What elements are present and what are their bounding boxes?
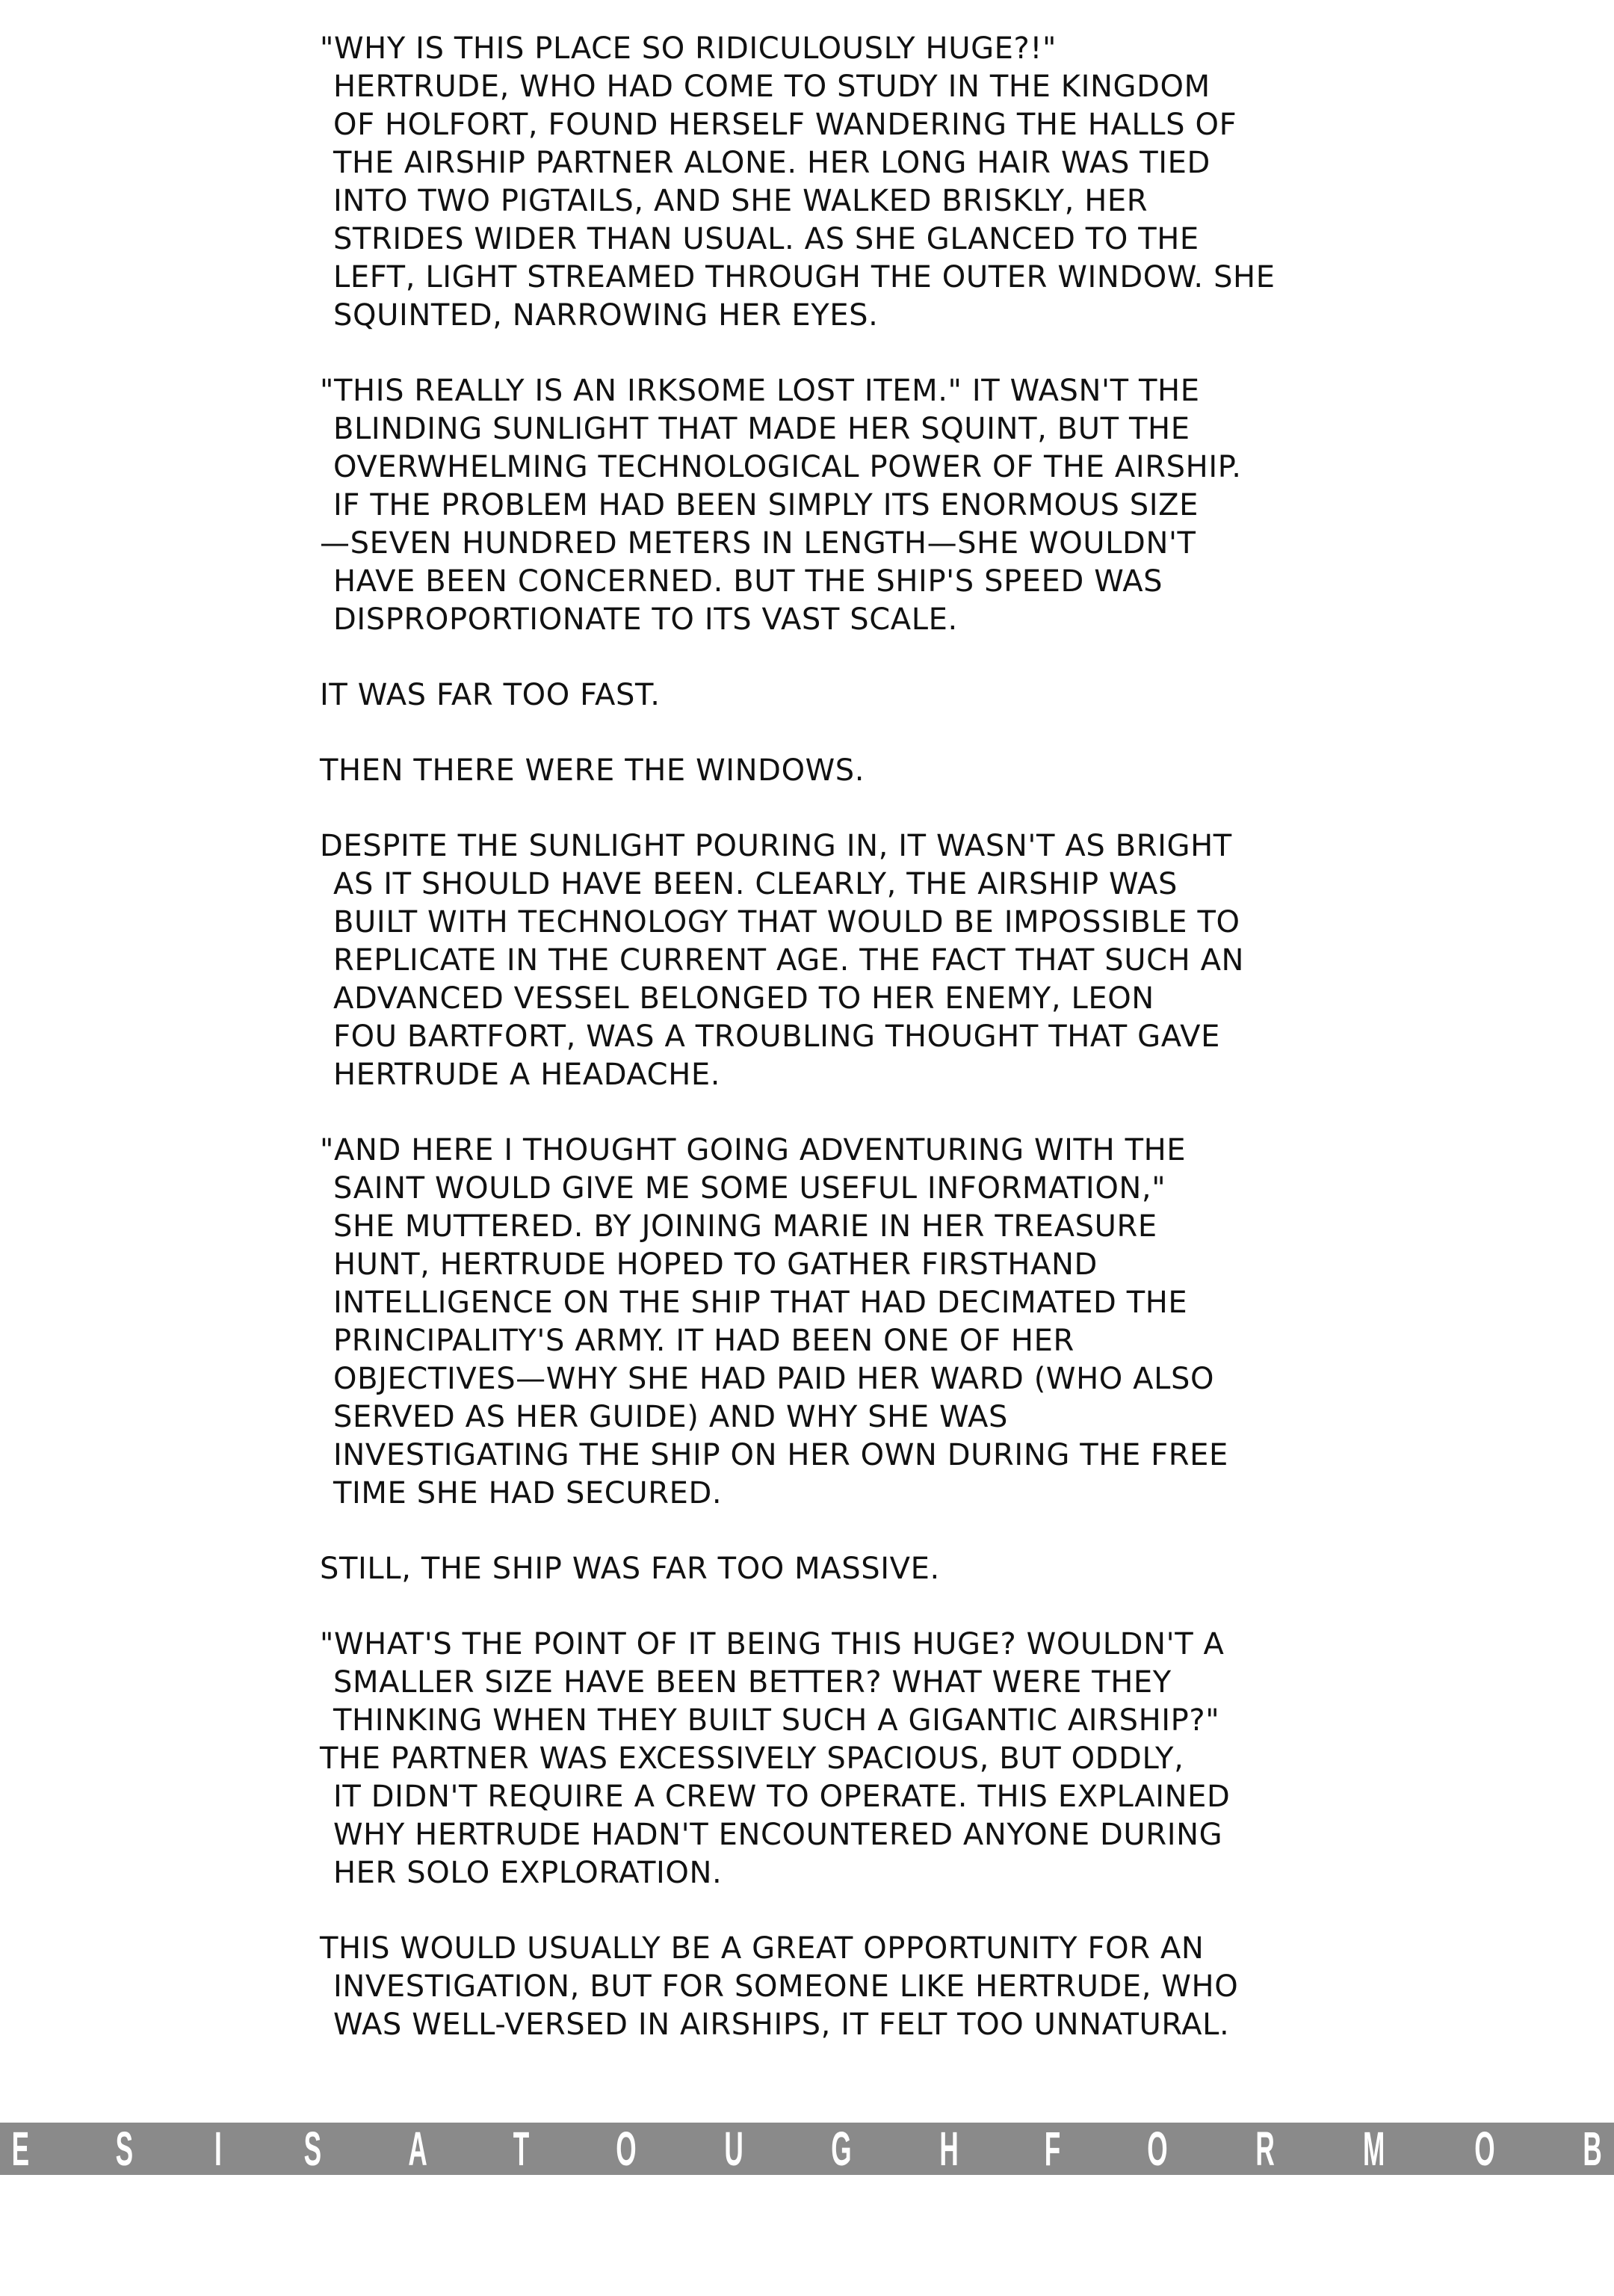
text-line: "WHAT'S THE POINT OF IT BEING THIS HUGE? WOULDN'T A <box>320 1627 1225 1661</box>
paragraph <box>320 1132 1314 1513</box>
footer-letter: E <box>11 2123 30 2175</box>
paragraph <box>320 676 1314 715</box>
text-line: DESPITE THE SUNLIGHT POURING IN, IT WASN'T AS BRIGHT <box>320 829 1232 863</box>
text-line: OF HOLFORT, FOUND HERSELF WANDERING THE HALLS OF <box>333 108 1237 142</box>
footer-letter: U <box>724 2123 743 2175</box>
text-line: OVERWHELMING TECHNOLOGICAL POWER OF THE AIRSHIP. <box>333 450 1242 484</box>
text-line: THIS WOULD USUALLY BE A GREAT OPPORTUNITY FOR AN <box>320 1931 1205 1966</box>
text-line: HERTRUDE, WHO HAD COME TO STUDY IN THE KINGDOM <box>333 70 1210 104</box>
footer-letter: F <box>1045 2123 1061 2175</box>
text-line: HAVE BEEN CONCERNED. BUT THE SHIP'S SPEED WAS <box>333 564 1163 599</box>
text-line: THINKING WHEN THEY BUILT SUCH A GIGANTIC AIRSHIP?" <box>333 1703 1220 1738</box>
footer-letter: O <box>616 2123 637 2175</box>
text-line: DISPROPORTIONATE TO ITS VAST SCALE. <box>333 602 958 637</box>
text-line: THEN THERE WERE THE WINDOWS. <box>320 753 865 788</box>
text-line: INVESTIGATION, BUT FOR SOMEONE LIKE HERTRUDE, WHO <box>333 1969 1239 2004</box>
footer-letter: A <box>408 2123 427 2175</box>
text-line: SQUINTED, NARROWING HER EYES. <box>333 298 879 333</box>
paragraph <box>320 372 1314 639</box>
text-line: INTO TWO PIGTAILS, AND SHE WALKED BRISKLY, HER <box>333 184 1148 218</box>
text-line: SMALLER SIZE HAVE BEEN BETTER? WHAT WERE THEY <box>333 1665 1172 1700</box>
text-line: TIME SHE HAD SECURED. <box>333 1476 723 1510</box>
paragraph <box>320 30 1314 335</box>
text-line: INVESTIGATING THE SHIP ON HER OWN DURING THE FREE <box>333 1438 1228 1472</box>
paragraph <box>320 752 1314 790</box>
text-line: "WHY IS THIS PLACE SO RIDICULOUSLY HUGE?!" <box>320 31 1057 66</box>
footer-letter: H <box>939 2123 959 2175</box>
text-line: LEFT, LIGHT STREAMED THROUGH THE OUTER WINDOW. SHE <box>333 260 1276 294</box>
footer-letter: I <box>214 2123 223 2175</box>
paragraph <box>320 1930 1314 2044</box>
text-line: PRINCIPALITY'S ARMY. IT HAD BEEN ONE OF HER <box>333 1324 1075 1358</box>
text-line: SAINT WOULD GIVE ME SOME USEFUL INFORMATION," <box>333 1171 1166 1206</box>
text-line: HER SOLO EXPLORATION. <box>333 1856 723 1890</box>
text-line: REPLICATE IN THE CURRENT AGE. THE FACT THAT SUCH AN <box>333 943 1245 978</box>
footer-letter: O <box>1147 2123 1169 2175</box>
footer-letter: O <box>1474 2123 1495 2175</box>
text-line: IF THE PROBLEM HAD BEEN SIMPLY ITS ENORMOUS SIZE <box>333 488 1199 522</box>
text-line: HERTRUDE A HEADACHE. <box>333 1058 721 1092</box>
footer-letter: S <box>115 2123 133 2175</box>
paragraph <box>320 827 1314 1094</box>
footer-letter: S <box>303 2123 322 2175</box>
text-line: STRIDES WIDER THAN USUAL. AS SHE GLANCED TO THE <box>333 222 1199 256</box>
footer-letter: T <box>513 2123 530 2175</box>
footer-letter: G <box>831 2123 852 2175</box>
text-line: AS IT SHOULD HAVE BEEN. CLEARLY, THE AIRSHIP WAS <box>333 867 1178 901</box>
footer-letter: R <box>1255 2123 1276 2175</box>
footer-letter: B <box>1582 2123 1602 2175</box>
body-text <box>320 30 1314 2081</box>
text-line: "AND HERE I THOUGHT GOING ADVENTURING WITH THE <box>320 1133 1187 1167</box>
text-line: —SEVEN HUNDRED METERS IN LENGTH—SHE WOULDN'T <box>320 526 1196 561</box>
text-line: IT WAS FAR TOO FAST. <box>320 678 661 712</box>
text-line: SERVED AS HER GUIDE) AND WHY SHE WAS <box>333 1400 1008 1434</box>
text-line: WHY HERTRUDE HADN'T ENCOUNTERED ANYONE DURING <box>333 1818 1223 1852</box>
text-line: OBJECTIVES—WHY SHE HAD PAID HER WARD (WHO ALSO <box>333 1362 1215 1396</box>
text-line: IT DIDN'T REQUIRE A CREW TO OPERATE. THIS EXPLAINED <box>333 1780 1231 1814</box>
footer-letter: M <box>1363 2123 1385 2175</box>
text-line: STILL, THE SHIP WAS FAR TOO MASSIVE. <box>320 1552 940 1586</box>
text-line: INTELLIGENCE ON THE SHIP THAT HAD DECIMATED THE <box>333 1286 1188 1320</box>
paragraph <box>320 1550 1314 1588</box>
text-line: BUILT WITH TECHNOLOGY THAT WOULD BE IMPOSSIBLE TO <box>333 905 1240 939</box>
paragraph <box>320 1626 1314 1892</box>
text-line: WAS WELL-VERSED IN AIRSHIPS, IT FELT TOO UNNATURAL. <box>333 2008 1230 2042</box>
text-line: FOU BARTFORT, WAS A TROUBLING THOUGHT THAT GAVE <box>333 1019 1220 1054</box>
text-line: "THIS REALLY IS AN IRKSOME LOST ITEM." IT WASN'T THE <box>320 374 1200 408</box>
text-line: THE PARTNER WAS EXCESSIVELY SPACIOUS, BUT ODDLY, <box>320 1741 1184 1776</box>
text-line: BLINDING SUNLIGHT THAT MADE HER SQUINT, BUT THE <box>333 412 1190 446</box>
text-line: ADVANCED VESSEL BELONGED TO HER ENEMY, LEON <box>333 981 1154 1016</box>
footer-title-band <box>0 2123 1614 2175</box>
text-line: SHE MUTTERED. BY JOINING MARIE IN HER TREASURE <box>333 1209 1157 1244</box>
text-line: HUNT, HERTRUDE HOPED TO GATHER FIRSTHAND <box>333 1247 1098 1282</box>
text-line: THE AIRSHIP PARTNER ALONE. HER LONG HAIR WAS TIED <box>333 146 1210 180</box>
